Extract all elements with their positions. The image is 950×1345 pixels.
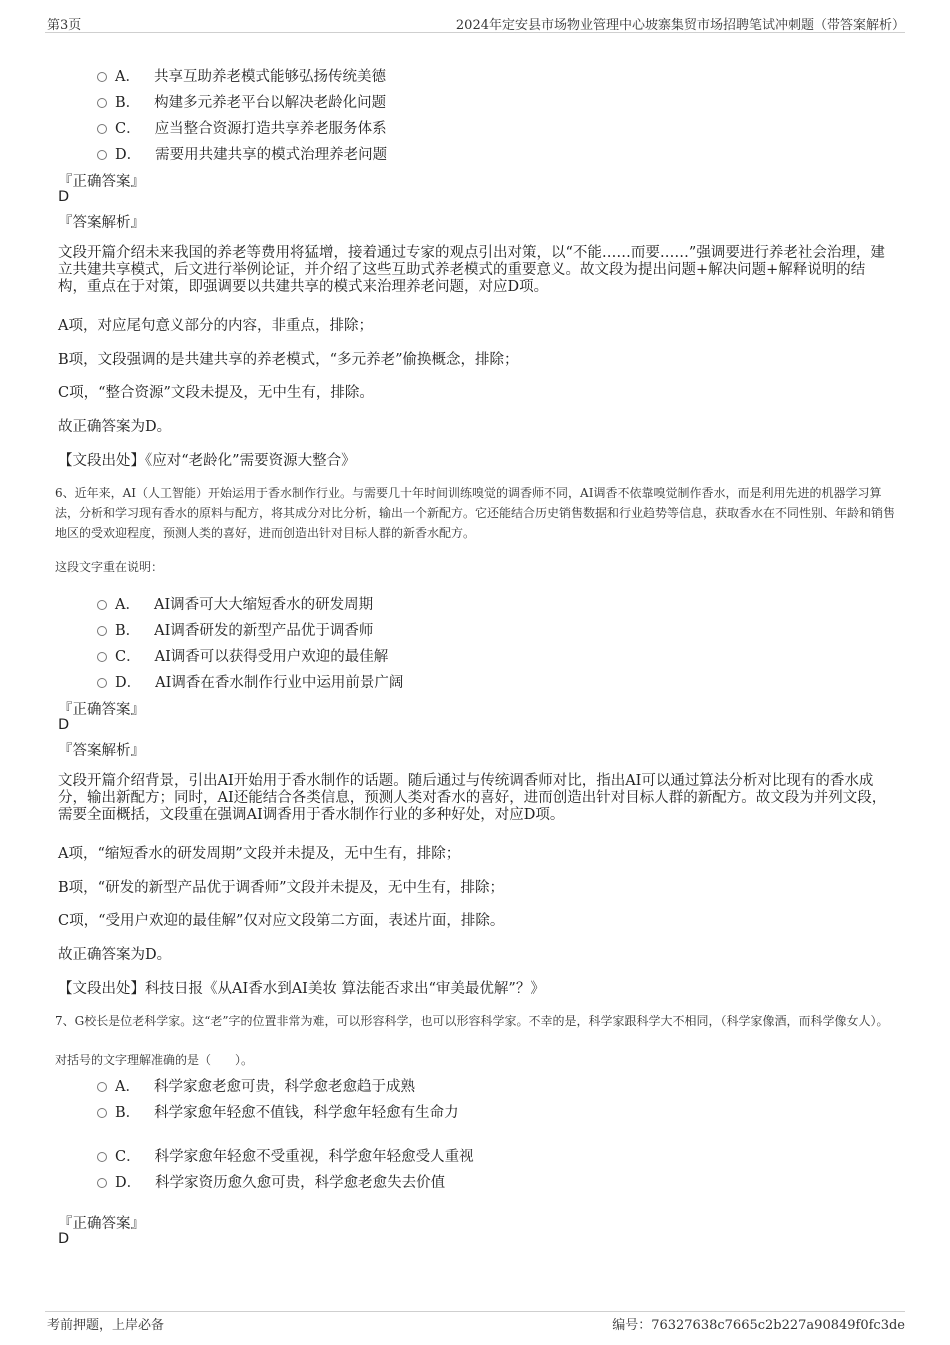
radio-icon[interactable] [97, 626, 107, 636]
radio-icon[interactable] [97, 678, 107, 688]
q6-note-c: C项，“受用户欢迎的最佳解”仅对应文段第二方面，表述片面，排除。 [58, 913, 505, 929]
q7-answer-label: 『正确答案』 [58, 1216, 145, 1232]
radio-icon[interactable] [97, 72, 107, 82]
q6-note-b: B项，“研发的新型产品优于调香师”文段并未提及，无中生有，排除； [58, 880, 504, 896]
q6-analysis-label: 『答案解析』 [58, 743, 145, 759]
q6-note-a: A项，“缩短香水的研发周期”文段并未提及，无中生有，排除； [58, 846, 461, 862]
radio-icon[interactable] [97, 1152, 107, 1162]
q7-option-a[interactable]: A． 科学家愈老愈可贵，科学愈老愈趋于成熟 [97, 1075, 415, 1096]
q5-analysis-label: 『答案解析』 [58, 215, 145, 231]
q7-option-c[interactable]: C． 科学家愈年轻愈不受重视，科学愈年轻愈受人重视 [97, 1145, 474, 1166]
radio-icon[interactable] [97, 600, 107, 610]
q5-analysis: 文段开篇介绍未来我国的养老等费用将猛增，接着通过专家的观点引出对策，以“不能……而要……”强调要进行养老社会治理，建立共建共享模式，后文进行举例论证，并介绍了这些互助式养老模式的重要意义。故文段为提出问题+解决问题+解释说明的结构，重点在于对策，即强调要以共建共享的模式来治理养老问题，对应D项。 [58, 245, 885, 295]
q5-note-a: A项，对应尾句意义部分的内容，非重点，排除； [58, 318, 373, 334]
q5-answer: D [58, 189, 70, 205]
q5-conclusion: 故正确答案为D。 [58, 419, 172, 435]
radio-icon[interactable] [97, 1082, 107, 1092]
document-title: 2024年定安县市场物业管理中心坡寨集贸市场招聘笔试冲刺题（带答案解析） [455, 18, 905, 33]
footer-divider [45, 1311, 905, 1312]
q6-analysis: 文段开篇介绍背景，引出AI开始用于香水制作的话题。随后通过与传统调香师对比，指出AI可以通过算法分析对比现有的香水成分，输出新配方；同时，AI还能结合各类信息，预测人类对香水的喜好，进而创造出针对目标人群的新配方。故文段为并列文段，需要全面概括，文段重在强调AI调香用于香水制作行业的多种好处，对应D项。 [58, 773, 887, 823]
q5-option-d[interactable]: D． 需要用共建共享的模式治理养老问题 [97, 143, 387, 164]
q6-option-d[interactable]: D． AI调香在香水制作行业中运用前景广阔 [97, 671, 403, 692]
q5-note-b: B项，文段强调的是共建共享的养老模式，“多元养老”偷换概念，排除； [58, 352, 519, 368]
q7-option-b[interactable]: B． 科学家愈年轻愈不值钱，科学愈年轻愈有生命力 [97, 1101, 459, 1122]
q7-stem: 7、G校长是位老科学家。这“老”字的位置非常为难，可以形容科学，也可以形容科学家。不幸的是，科学家跟科学大不相同，（科学家像酒，而科学像女人）。 [55, 1014, 889, 1028]
radio-icon[interactable] [97, 1178, 107, 1188]
footer-slogan: 考前押题，上岸必备 [47, 1318, 165, 1333]
q6-answer-label: 『正确答案』 [58, 702, 145, 718]
q5-option-c[interactable]: C． 应当整合资源打造共享养老服务体系 [97, 117, 387, 138]
radio-icon[interactable] [97, 98, 107, 108]
q6-conclusion: 故正确答案为D。 [58, 947, 172, 963]
q6-option-c[interactable]: C． AI调香可以获得受用户欢迎的最佳解 [97, 645, 388, 666]
radio-icon[interactable] [97, 1108, 107, 1118]
q7-answer: D [58, 1231, 70, 1247]
header-divider [45, 32, 905, 33]
q5-note-c: C项，“整合资源”文段未提及，无中生有，排除。 [58, 385, 374, 401]
q6-option-b[interactable]: B． AI调香研发的新型产品优于调香师 [97, 619, 373, 640]
q5-source: 【文段出处】《应对“老龄化”需要资源大整合》 [58, 453, 356, 469]
radio-icon[interactable] [97, 652, 107, 662]
q6-stem: 6、近年来，AI（人工智能）开始运用于香水制作行业。与需要几十年时间训练嗅觉的调香师不同，AI调香不依靠嗅觉制作香水，而是利用先进的机器学习算法，分析和学习现有香水的原料与配方，将其成分对比分析，输出一个新配方。它还能结合历史销售数据和行业趋势等信息，获取香水在不同性别、年龄和销售地区的受欢迎程度，预测人类的喜好，进而创造出针对目标人群的新香水配方。 [55, 486, 896, 540]
q7-option-d[interactable]: D． 科学家资历愈久愈可贵，科学愈老愈失去价值 [97, 1171, 445, 1192]
q6-source: 【文段出处】科技日报《从AI香水到AI美妆 算法能否求出“审美最优解”？》 [58, 981, 545, 997]
q5-answer-label: 『正确答案』 [58, 174, 145, 190]
radio-icon[interactable] [97, 124, 107, 134]
document-id: 编号：76327638c7665c2b227a90849f0fc3de [612, 1318, 905, 1333]
radio-icon[interactable] [97, 150, 107, 160]
q6-option-a[interactable]: A． AI调香可大大缩短香水的研发周期 [97, 593, 373, 614]
page-number: 第3页 [47, 18, 82, 33]
q6-answer: D [58, 717, 70, 733]
q5-option-a[interactable]: A． 共享互助养老模式能够弘扬传统美德 [97, 65, 386, 86]
q7-prompt: 对括号的文字理解准确的是（ ）。 [55, 1053, 254, 1067]
q5-option-b[interactable]: B． 构建多元养老平台以解决老龄化问题 [97, 91, 386, 112]
q6-prompt: 这段文字重在说明： [55, 560, 164, 574]
